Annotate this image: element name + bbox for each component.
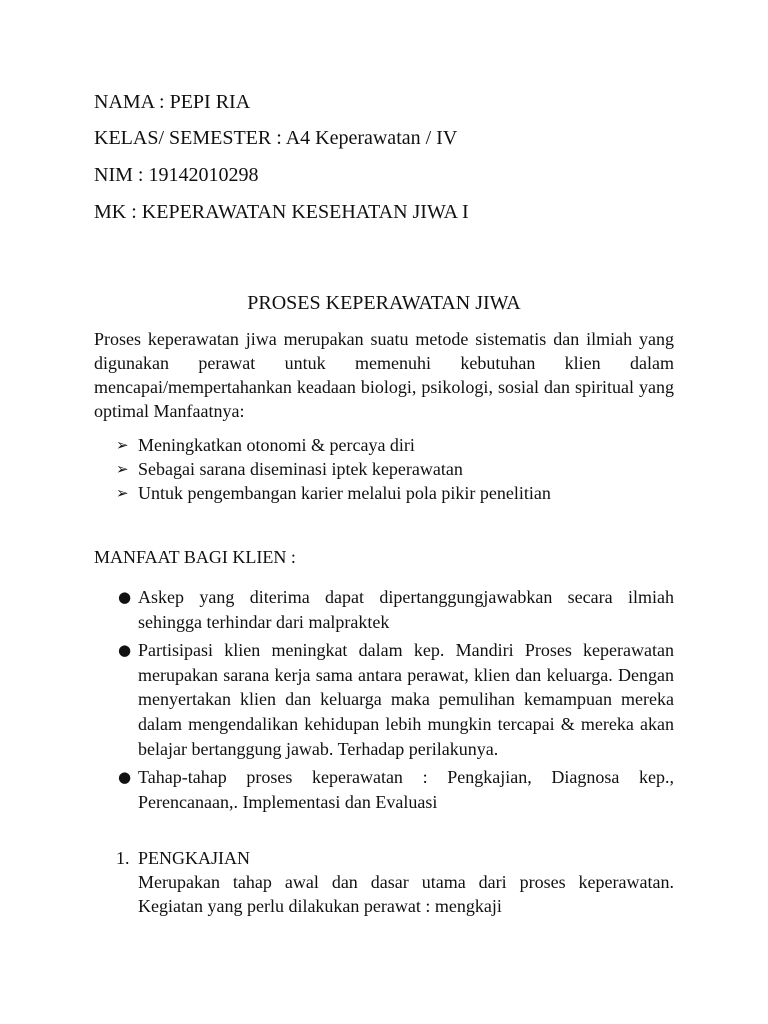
intro-paragraph: Proses keperawatan jiwa merupakan suatu metode sistematis dan ilmiah yang digunakan perawat untuk memenuhi kebutuhan klien dalam mencapai/mempertahankan keadaan biologi, psikologi, sosial dan spiritual yang optimal Manfaatnya:: [94, 329, 674, 421]
list-item: [116, 433, 551, 457]
section-heading: MANFAAT BAGI KLIEN :: [94, 547, 296, 567]
course-name: MK : KEPERAWATAN KESEHATAN JIWA I: [94, 201, 469, 223]
arrow-bullet-icon: ➢: [116, 484, 129, 502]
list-item-text: Tahap-tahap proses keperawatan : Pengkajian, Diagnosa kep., Perencanaan,. Implementasi dan Evaluasi: [138, 767, 674, 812]
benefits-list: [116, 433, 551, 505]
bullet-icon: ●: [118, 641, 132, 660]
list-item-text: Untuk pengembangan karier melalui pola pikir penelitian: [138, 483, 551, 503]
steps-list: [116, 846, 674, 918]
class-semester: KELAS/ SEMESTER : A4 Keperawatan / IV: [94, 127, 458, 149]
document-title: PROSES KEPERAWATAN JIWA: [247, 292, 521, 314]
bullet-icon: ●: [118, 768, 132, 787]
list-item-text: Askep yang diterima dapat dipertanggungjawabkan secara ilmiah sehingga terhindar dari malpraktek: [138, 587, 674, 632]
step-description: Merupakan tahap awal dan dasar utama dari proses keperawatan. Kegiatan yang perlu dilakukan perawat : mengkaji: [138, 872, 674, 916]
arrow-bullet-icon: ➢: [116, 460, 129, 478]
step-heading: PENGKAJIAN: [138, 848, 250, 868]
step-item: [116, 846, 674, 918]
student-id: NIM : 19142010298: [94, 164, 259, 186]
list-item-text: Sebagai sarana diseminasi iptek keperawatan: [138, 459, 463, 479]
list-item: [116, 638, 674, 761]
list-item: [116, 585, 674, 634]
list-item-text: Partisipasi klien meningkat dalam kep. Mandiri Proses keperawatan merupakan sarana kerja sama antara perawat, klien dan keluarga. Dengan menyertakan klien dan keluarga maka pemulihan kemampuan mereka dalam mengendalikan kehidupan lebih mungkin tercapai & mereka akan belajar bertanggung jawab. Terhadap perilakunya.: [138, 640, 674, 759]
list-item: [116, 765, 674, 814]
arrow-bullet-icon: ➢: [116, 436, 129, 454]
student-name: NAMA : PEPI RIA: [94, 91, 251, 113]
client-benefits-list: [116, 585, 674, 814]
bullet-icon: ●: [118, 588, 132, 606]
list-item-text: Meningkatkan otonomi & percaya diri: [138, 435, 415, 455]
list-item: [116, 481, 551, 505]
list-item: [116, 457, 551, 481]
step-number: 1.: [116, 848, 130, 868]
